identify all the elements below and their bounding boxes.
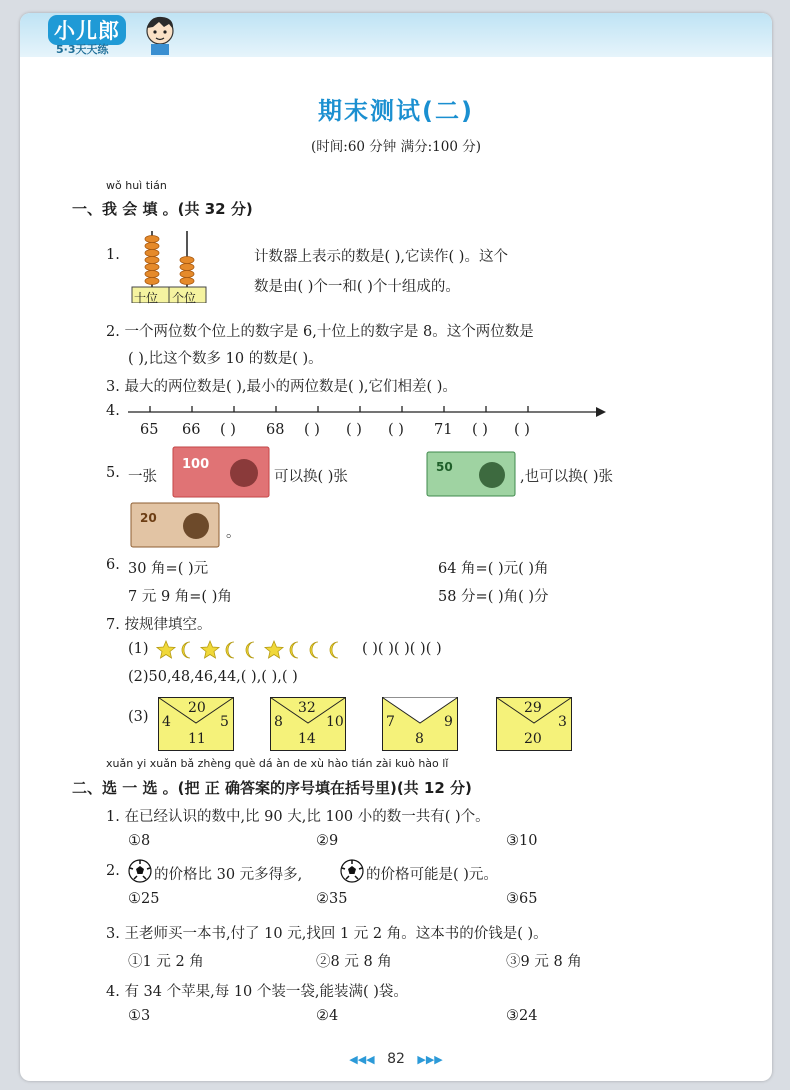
- nl-label: ( ): [388, 422, 404, 438]
- banknote-20-icon: [130, 502, 220, 548]
- envelope-top-number: 29: [524, 700, 542, 716]
- q5-number: 5.: [106, 465, 120, 481]
- q6-c: 7 元 9 角=( )角: [128, 589, 232, 605]
- s2-q4-option: ②4: [316, 1008, 339, 1024]
- nl-label: ( ): [220, 422, 236, 438]
- s2-q3-stem: 3. 王老师买一本书,付了 10 元,找回 1 元 2 角。这本书的价钱是( )。: [106, 926, 548, 942]
- envelope-4: [496, 697, 572, 751]
- moon-icon: [226, 642, 234, 658]
- section1-pinyin: wǒ huì tián: [106, 179, 167, 192]
- section2-pinyin: xuǎn yi xuǎn bǎ zhèng què dá àn de xù hào tián zài kuò hào lǐ: [106, 757, 449, 770]
- s2-q3-option: ③9 元 8 角: [506, 954, 582, 970]
- s2-q3-option: ②8 元 8 角: [316, 954, 392, 970]
- q3-text: 3. 最大的两位数是( ),最小的两位数是( ),它们相差( )。: [106, 379, 457, 395]
- nl-label: 65: [140, 422, 159, 438]
- q7-part3-label: (3): [128, 709, 149, 725]
- s2-q1-option: ③10: [506, 833, 538, 849]
- s2-q2-option: ②35: [316, 891, 348, 907]
- s2-q2-option: ①25: [128, 891, 160, 907]
- envelope-2: [270, 697, 346, 751]
- star-moon-pattern: [156, 639, 352, 661]
- page-footer: [20, 1051, 772, 1067]
- abacus-ones-label: 个位: [172, 291, 197, 305]
- note-100-label: 100: [182, 457, 210, 472]
- test-meta: (时间:60 分钟 满分:100 分): [311, 139, 481, 155]
- envelope-bottom-number: 14: [298, 731, 316, 747]
- soccer-ball-icon: [340, 859, 364, 883]
- q7-part2: (2)50,48,46,44,( ),( ),( ): [128, 669, 298, 685]
- banknote-50-icon: [426, 451, 516, 497]
- q6-b: 64 角=( )元( )角: [438, 561, 549, 577]
- brand-subtitle: 5·3天天练: [56, 43, 109, 56]
- next-arrows-icon: ▶▶▶: [417, 1053, 443, 1066]
- moon-icon: [246, 642, 254, 658]
- envelope-right-number: 5: [220, 714, 229, 730]
- envelope-1: [158, 697, 234, 751]
- envelope-bottom-number: 20: [524, 731, 542, 747]
- q7-heading: 7. 按规律填空。: [106, 617, 212, 633]
- q5-text2: 可以换( )张: [274, 469, 348, 485]
- s2-q3-option: ①1 元 2 角: [128, 954, 204, 970]
- q4-number: 4.: [106, 403, 120, 419]
- q1-line2: 数是由( )个一和( )个十组成的。: [254, 279, 460, 295]
- number-line: [128, 401, 608, 423]
- moon-icon: [290, 642, 298, 658]
- nl-label: ( ): [304, 422, 320, 438]
- worksheet-page: [20, 13, 772, 1081]
- envelope-bottom-number: 11: [188, 731, 206, 747]
- moon-icon: [310, 642, 318, 658]
- s2-q1-option: ①8: [128, 833, 151, 849]
- envelope-left-number: 7: [386, 714, 395, 730]
- nl-label: 66: [182, 422, 201, 438]
- s2-q4-option: ①3: [128, 1008, 151, 1024]
- star-icon: [157, 641, 175, 658]
- banknote-100-icon: [172, 446, 270, 498]
- q2-line1: 2. 一个两位数个位上的数字是 6,十位上的数字是 8。这个两位数是: [106, 324, 534, 340]
- envelope-3: [382, 697, 458, 751]
- s2-q2-text2: 的价格可能是( )元。: [366, 867, 498, 883]
- q5-text4: 。: [226, 525, 241, 541]
- q5-text1: 一张: [128, 469, 157, 485]
- nl-label: ( ): [514, 422, 530, 438]
- brand-logo: 小儿郎: [48, 15, 126, 45]
- section2-heading: 二、选 一 选 。(把 正 确答案的序号填在括号里)(共 12 分): [72, 779, 472, 797]
- q1-line1: 计数器上表示的数是( ),它读作( )。这个: [254, 249, 508, 265]
- q5-text3: ,也可以换( )张: [520, 469, 614, 485]
- q2-line2: ( ),比这个数多 10 的数是( )。: [128, 351, 323, 367]
- envelope-left-number: 4: [162, 714, 171, 730]
- q6-number: 6.: [106, 557, 120, 573]
- envelope-bottom-number: 8: [415, 731, 424, 747]
- star-icon: [265, 641, 283, 658]
- q6-a: 30 角=( )元: [128, 561, 209, 577]
- s2-q4-stem: 4. 有 34 个苹果,每 10 个装一袋,能装满( )袋。: [106, 984, 408, 1000]
- header-bar: [20, 13, 772, 57]
- nl-label: ( ): [472, 422, 488, 438]
- star-icon: [201, 641, 219, 658]
- q7-part1-blanks: ( )( )( )( )( ): [362, 641, 442, 657]
- nl-label: 68: [266, 422, 285, 438]
- q6-d: 58 分=( )角( )分: [438, 589, 549, 605]
- nl-label: ( ): [346, 422, 362, 438]
- s2-q4-option: ③24: [506, 1008, 538, 1024]
- section1-heading: 一、我 会 填 。(共 32 分): [72, 200, 253, 218]
- envelope-right-number: 10: [326, 714, 344, 730]
- mascot-illustration: [142, 14, 178, 56]
- s2-q2-option: ③65: [506, 891, 538, 907]
- q1-number: 1.: [106, 247, 120, 263]
- moon-icon: [182, 642, 190, 658]
- note-50-label: 50: [436, 460, 453, 474]
- s2-q1-stem: 1. 在已经认识的数中,比 90 大,比 100 小的数一共有( )个。: [106, 809, 490, 825]
- envelope-top-number: 20: [188, 700, 206, 716]
- envelope-left-number: 8: [274, 714, 283, 730]
- envelope-right-number: 9: [444, 714, 453, 730]
- envelope-top-number: 32: [298, 700, 316, 716]
- envelope-right-number: 3: [558, 714, 567, 730]
- s2-q1-option: ②9: [316, 833, 339, 849]
- nl-label: 71: [434, 422, 453, 438]
- abacus-tens-label: 十位: [134, 291, 159, 305]
- q7-part1-label: (1): [128, 641, 149, 657]
- note-20-label: 20: [140, 511, 157, 525]
- s2-q2-text1: 的价格比 30 元多得多,: [154, 867, 303, 883]
- s2-q2-number: 2.: [106, 863, 120, 879]
- soccer-ball-icon: [128, 859, 152, 883]
- moon-icon: [330, 642, 338, 658]
- page-number: 82: [387, 1051, 405, 1067]
- page-title: 期末测试(二): [318, 97, 474, 125]
- prev-arrows-icon: ◀◀◀: [349, 1053, 375, 1066]
